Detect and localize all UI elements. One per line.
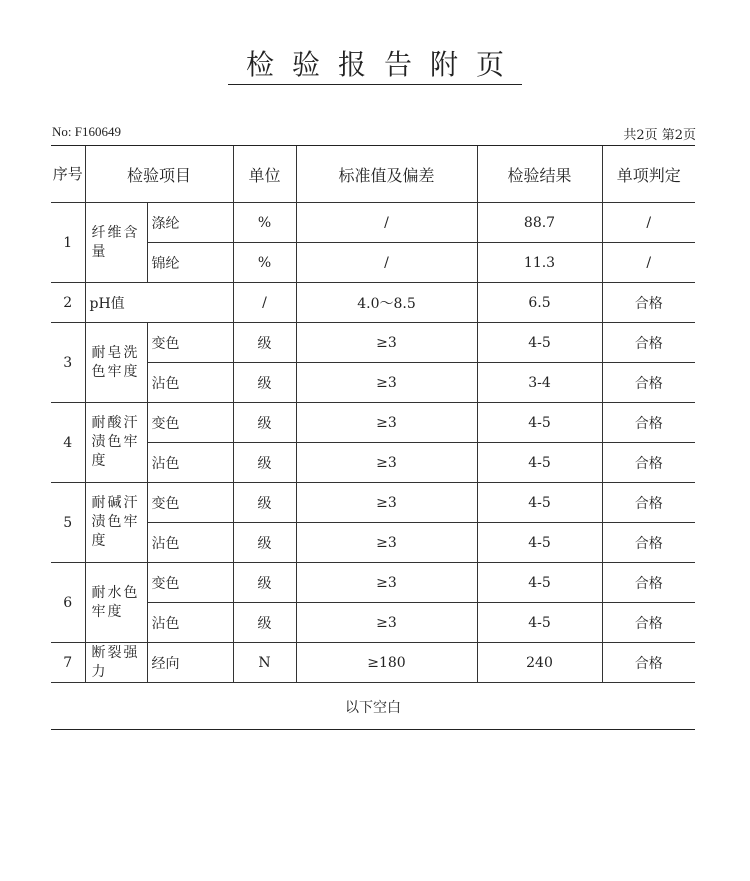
seq-cell: 4 <box>51 403 85 483</box>
result-cell: 4-5 <box>477 603 602 643</box>
judge-cell: 合格 <box>602 283 695 323</box>
judge-cell: 合格 <box>602 523 695 563</box>
standard-cell: ≥3 <box>296 363 477 403</box>
judge-cell: 合格 <box>602 643 695 683</box>
table-row <box>51 203 695 243</box>
unit-cell: 级 <box>233 323 296 363</box>
header-row <box>51 146 695 203</box>
table-row <box>51 363 695 403</box>
table-row <box>51 403 695 443</box>
header-judge: 单项判定 <box>602 146 695 203</box>
unit-cell: N <box>233 643 296 683</box>
group-cell: 耐水色牢度 <box>85 563 147 643</box>
item-cell: pH值 <box>85 283 233 323</box>
result-cell: 4-5 <box>477 483 602 523</box>
result-cell: 4-5 <box>477 443 602 483</box>
seq-cell: 5 <box>51 483 85 563</box>
table-row <box>51 283 695 323</box>
standard-cell: ≥3 <box>296 563 477 603</box>
sub-item-cell: 变色 <box>147 483 233 523</box>
table-row <box>51 443 695 483</box>
sub-item-cell: 沾色 <box>147 443 233 483</box>
result-cell: 88.7 <box>477 203 602 243</box>
report-title: 检验报告附页 <box>0 48 750 85</box>
table-row <box>51 243 695 283</box>
unit-cell: % <box>233 203 296 243</box>
report-number: No: F160649 <box>52 124 121 139</box>
sub-item-cell: 沾色 <box>147 363 233 403</box>
header-result: 检验结果 <box>477 146 602 203</box>
sub-item-cell: 锦纶 <box>147 243 233 283</box>
judge-cell: / <box>602 243 695 283</box>
header-seq: 序号 <box>51 146 85 203</box>
judge-cell: 合格 <box>602 603 695 643</box>
judge-cell: 合格 <box>602 483 695 523</box>
sub-item-cell: 变色 <box>147 403 233 443</box>
judge-cell: / <box>602 203 695 243</box>
standard-cell: ≥180 <box>296 643 477 683</box>
table-row <box>51 323 695 363</box>
result-cell: 4-5 <box>477 403 602 443</box>
standard-cell: ≥3 <box>296 323 477 363</box>
header-item: 检验项目 <box>85 146 233 203</box>
group-cell: 耐碱汗渍色牢度 <box>85 483 147 563</box>
seq-cell: 1 <box>51 203 85 283</box>
judge-cell: 合格 <box>602 363 695 403</box>
unit-cell: 级 <box>233 443 296 483</box>
group-cell: 耐酸汗渍色牢度 <box>85 403 147 483</box>
inspection-table <box>51 145 695 683</box>
standard-cell: ≥3 <box>296 523 477 563</box>
header-unit: 单位 <box>233 146 296 203</box>
table-row <box>51 643 695 683</box>
judge-cell: 合格 <box>602 403 695 443</box>
sub-item-cell: 变色 <box>147 323 233 363</box>
standard-cell: / <box>296 243 477 283</box>
standard-cell: / <box>296 203 477 243</box>
table-row <box>51 523 695 563</box>
page-info: 共2页 第2页 <box>623 128 696 143</box>
sub-item-cell: 涤纶 <box>147 203 233 243</box>
judge-cell: 合格 <box>602 563 695 603</box>
standard-cell: ≥3 <box>296 483 477 523</box>
standard-cell: ≥3 <box>296 403 477 443</box>
unit-cell: 级 <box>233 483 296 523</box>
seq-cell: 7 <box>51 643 85 683</box>
seq-cell: 6 <box>51 563 85 643</box>
standard-cell: ≥3 <box>296 603 477 643</box>
blank-note: 以下空白 <box>51 687 695 730</box>
sub-item-cell: 经向 <box>147 643 233 683</box>
seq-cell: 3 <box>51 323 85 403</box>
group-cell: 纤维含量 <box>85 203 147 283</box>
unit-cell: 级 <box>233 603 296 643</box>
group-cell: 断裂强力 <box>85 643 147 683</box>
result-cell: 6.5 <box>477 283 602 323</box>
standard-cell: ≥3 <box>296 443 477 483</box>
result-cell: 4-5 <box>477 563 602 603</box>
result-cell: 4-5 <box>477 323 602 363</box>
result-cell: 4-5 <box>477 523 602 563</box>
sub-item-cell: 变色 <box>147 563 233 603</box>
unit-cell: 级 <box>233 363 296 403</box>
result-cell: 11.3 <box>477 243 602 283</box>
table-row <box>51 603 695 643</box>
seq-cell: 2 <box>51 283 85 323</box>
result-cell: 3-4 <box>477 363 602 403</box>
sub-item-cell: 沾色 <box>147 603 233 643</box>
unit-cell: 级 <box>233 563 296 603</box>
judge-cell: 合格 <box>602 323 695 363</box>
unit-cell: % <box>233 243 296 283</box>
unit-cell: / <box>233 283 296 323</box>
sub-item-cell: 沾色 <box>147 523 233 563</box>
unit-cell: 级 <box>233 403 296 443</box>
header-standard: 标准值及偏差 <box>296 146 477 203</box>
judge-cell: 合格 <box>602 443 695 483</box>
unit-cell: 级 <box>233 523 296 563</box>
standard-cell: 4.0～8.5 <box>296 283 477 323</box>
table-row <box>51 563 695 603</box>
group-cell: 耐皂洗色牢度 <box>85 323 147 403</box>
table-row <box>51 483 695 523</box>
result-cell: 240 <box>477 643 602 683</box>
